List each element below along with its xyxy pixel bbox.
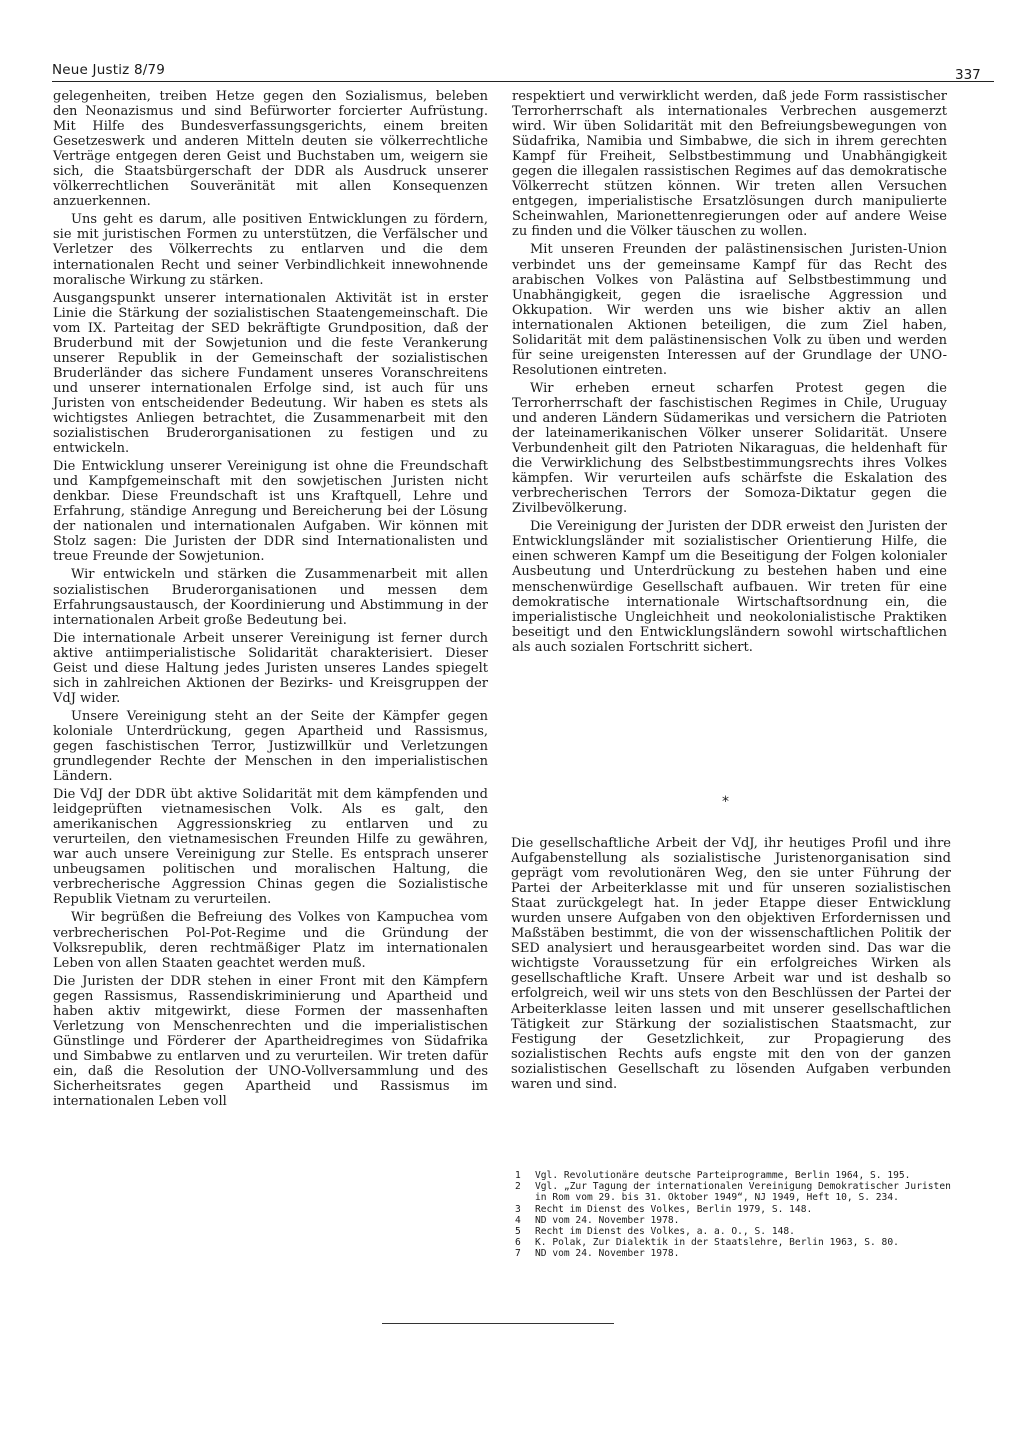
paragraph: Die internationale Arbeit unserer Vereinigung ist ferner durch aktive antiimperialistische Solidarität charakterisiert. Dieser Geist und diese Haltung jedes Juristen unseres Landes spiegelt sich in zahlreichen Aktionen der Bezirks- und Kreisgruppen der VdJ wider. [53, 630, 488, 706]
footnote-text: Recht im Dienst des Volkes, Berlin 1979, S. 148. [535, 1203, 813, 1215]
footnote [511, 1181, 961, 1203]
footnote [511, 1204, 961, 1215]
left-column [53, 89, 488, 1112]
paragraph: Die Vereinigung der Juristen der DDR erweist den Juristen der Entwicklungsländer mit sozialistischer Orientierung Hilfe, die einen schweren Kampf um die Beseitigung der Folgen kolonialer Ausbeutung und Unterdrückung zu bestehen haben und eine menschenwürdige Gesellschaft aufbauen. Wir treten für eine demokratische internationale Wirtschaftsordnung ein, die imperialistische Ungleichheit und neokolonialistische Praktiken beseitigt und den Entwicklungsländern sowohl wirtschaftlichen als auch sozialen Fortschritt sichert. [512, 519, 947, 655]
footnote-text: Vgl. Revolutionäre deutsche Parteiprogramme, Berlin 1964, S. 195. [535, 1170, 911, 1181]
footnote [511, 1226, 961, 1237]
footnote-text: Vgl. „Zur Tagung der internationalen Vereinigung Demokratischer Juristen in Rom vom 29. bis 31. Oktober 1949“, NJ 1949, Heft 10, S. 234. [535, 1181, 951, 1204]
paragraph: Die Juristen der DDR stehen in einer Front mit den Kämpfern gegen Rassismus, Rassendiskriminierung und Apartheid und haben aktiv mitgewirkt, diese Formen der massenhaften Verletzung von Menschenrechten und die imperialistischen Günstlinge und Förderer der Apartheidregimes von Südafrika und Simbabwe zu entlarven und zu verurteilen. Wir treten dafür ein, daß die Resolution der UNO-Vollversammlung und des Sicherheitsrates gegen Apartheid und Rassismus im internationalen Leben voll [53, 973, 488, 1110]
paragraph: Die Entwicklung unserer Vereinigung ist ohne die Freundschaft und Kampfgemeinschaft mit den sowjetischen Juristen nicht denkbar. Diese Freundschaft ist uns Kraftquell, Lehre und Erfahrung, ständige Anregung und Bereicherung bei der Lösung der nationalen und internationalen Aufgaben. Wir können mit Stolz sagen: Die Juristen der DDR sind Internationalisten und treue Freunde der Sowjetunion. [53, 459, 488, 565]
footnote [511, 1237, 961, 1248]
journal-title: Neue Justiz 8/79 [52, 62, 166, 78]
footnote-number: 1 [515, 1170, 521, 1181]
paragraph: Uns geht es darum, alle positiven Entwicklungen zu fördern, sie mit juristischen Formen zu unterstützen, die Verfälscher und Verletzer des Völkerrechts zu entlarven und die dem internationalen Recht und seiner Verbindlichkeit innewohnende moralische Wirkung zu stärken. [53, 212, 488, 288]
footnote-number: 6 [515, 1237, 521, 1249]
footnote-number: 4 [515, 1214, 521, 1226]
paragraph: Ausgangspunkt unserer internationalen Aktivität ist in erster Linie die Stärkung der sozialistischen Staatengemeinschaft. Die vom IX. Parteitag der SED bekräftigte Grundposition, daß der Bruderbund mit der Sowjetunion und die feste Verankerung unserer Republik in der Gemeinschaft der sozialistischen Bruderländer das sichere Fundament unseres Voranschreitens und unserer internationalen Erfolge sind, ist auch für uns Juristen von entscheidender Bedeutung. Wir haben es stets als wichtigstes Anliegen betrachtet, die Zusammenarbeit mit den sozialistischen Bruderorganisationen zu festigen und zu entwickeln. [53, 290, 488, 457]
paragraph: Wir erheben erneut scharfen Protest gegen die Terrorherrschaft der faschistischen Regimes in Chile, Uruguay und anderen Ländern Südamerikas und versichern die Patrioten der lateinamerikanischen Völker unserer Solidarität. Unsere Verbundenheit gilt den Patrioten Nikaraguas, die heldenhaft für die Verwirklichung des Selbstbestimmungsrechts ihres Volkes kämpfen. Wir verurteilen aufs schärfste die Eskalation des verbrecherischen Terrors der Somoza-Diktatur gegen die Zivilbevölkerung. [512, 380, 947, 517]
footnote-number: 3 [515, 1203, 521, 1215]
footnote-text: ND vom 24. November 1978. [535, 1248, 680, 1260]
right-column [512, 89, 947, 658]
paragraph: respektiert und verwirklicht werden, daß jede Form rassistischer Terrorherrschaft als internationales Verbrechen ausgemerzt wird. Wir üben Solidarität mit den Befreiungsbewegungen von Südafrika, Namibia und Simbabwe, die sich in ihrem gerechten Kampf für Freiheit, Selbstbestimmung und Unabhängigkeit gegen die illegalen rassistischen Regimes auf das demokratische Völkerrecht stützen können. Wir treten allen Versuchen entgegen, imperialistische Ersatzlösungen durch manipulierte Scheinwahlen, Marionettenregierungen oder auf andere Weise zu finden und die Völker täuschen zu wollen. [512, 89, 947, 240]
footnote-number: 7 [515, 1248, 521, 1260]
footnote-number: 5 [515, 1226, 521, 1238]
paragraph: Mit unseren Freunden der palästinensischen Juristen-Union verbindet uns der gemeinsame Kampf für das Recht des arabischen Volkes von Palästina auf Selbstbestimmung und Unabhängigkeit, gegen die israelische Aggression und Okkupation. Wir werden uns wie bisher aktiv an allen internationalen Aktionen beteiligen, die zum Ziel haben, Solidarität mit dem palästinensischen Volk zu üben und werden für seine ureigensten Interessen auf der Grundlage der UNO-Resolutionen eintreten. [512, 242, 947, 378]
paragraph: Wir begrüßen die Befreiung des Volkes von Kampuchea vom verbrecherischen Pol-Pot-Regime und die Gründung der Volksrepublik, deren rechtmäßiger Platz im internationalen Leben von allen Staaten geachtet werden muß. [53, 910, 488, 971]
section-separator: * [722, 794, 729, 810]
footnote-text: ND vom 24. November 1978. [535, 1214, 680, 1226]
footnote-number: 2 [515, 1181, 521, 1193]
footnote-text: K. Polak, Zur Dialektik in der Staatslehre, Berlin 1963, S. 80. [535, 1237, 899, 1249]
paragraph: gelegenheiten, treiben Hetze gegen den Sozialismus, beleben den Neonazismus und sind Befürworter forcierter Aufrüstung. Mit Hilfe des Bundesverfassungsgerichts, einem breiten Gesetzeswerk und anderen Mitteln deuten sie völkerrechtliche Verträge entgegen deren Geist und Buchstaben um, weigern sie sich, die Staatsbürgerschaft der DDR als Ausdruck unserer völkerrechtlichen Souveränität mit allen Konsequenzen anzuerkennen. [53, 89, 488, 210]
paragraph: Wir entwickeln und stärken die Zusammenarbeit mit allen sozialistischen Bruderorganisationen und messen dem Erfahrungsaustausch, der Koordinierung und Abstimmung in der internationalen Arbeit große Bedeutung bei. [53, 567, 488, 628]
footnote [511, 1215, 961, 1226]
page-number: 337 [955, 67, 981, 83]
paragraph: Die VdJ der DDR übt aktive Solidarität mit dem kämpfenden und leidgeprüften vietnamesischen Volk. Als es galt, den amerikanischen Aggressionskrieg zu entlarven und zu verurteilen, den vietnamesischen Freunden Hilfe zu gewähren, war auch unsere Vereinigung zur Stelle. Es entsprach unserer unbeugsamen politischen und moralischen Haltung, die verbrecherische Aggression Chinas gegen die Sozialistische Republik Vietnam zu verurteilen. [53, 787, 488, 908]
header-rule [52, 81, 994, 82]
footnote-text: Recht im Dienst des Volkes, a. a. O., S. 148. [535, 1226, 795, 1238]
footnote [511, 1248, 961, 1259]
closing-section [511, 836, 951, 1095]
bottom-rule [382, 1323, 614, 1324]
footnotes [511, 1170, 961, 1260]
paragraph: Unsere Vereinigung steht an der Seite der Kämpfer gegen koloniale Unterdrückung, gegen Apartheid und Rassismus, gegen faschistischen Terror, Justizwillkür und Verletzungen grundlegender Rechte der Menschen in den imperialistischen Ländern. [53, 708, 488, 785]
paragraph: Die gesellschaftliche Arbeit der VdJ, ihr heutiges Profil und ihre Aufgabenstellung als sozialistische Juristenorganisation sind geprägt vom revolutionären Weg, den sie unter Führung der Partei der Arbeiterklasse mit und für unseren sozialistischen Staat zurückgelegt hat. In jeder Etappe dieser Entwicklung wurden unsere Aufgaben von den objektiven Erfordernissen und Maßstäben bestimmt, die von der wissenschaftlichen Politik der SED analysiert und herausgearbeitet worden sind. Das war die wichtigste Voraussetzung für ein erfolgreiches Wirken als gesellschaftliche Kraft. Unsere Arbeit war und ist deshalb so erfolgreich, weil wir uns stets von den Beschlüssen der Partei der Arbeiterklasse leiten lassen und mit unserer gesellschaftlichen Tätigkeit zur Stärkung der sozialistischen Staatsmacht, zur Festigung der Gesetzlichkeit, zur Propagierung des sozialistischen Rechts aufs engste mit den von der ganzen sozialistischen Gesellschaft zu lösenden Aufgaben verbunden waren und sind. [511, 836, 951, 1092]
footnote [511, 1170, 961, 1181]
